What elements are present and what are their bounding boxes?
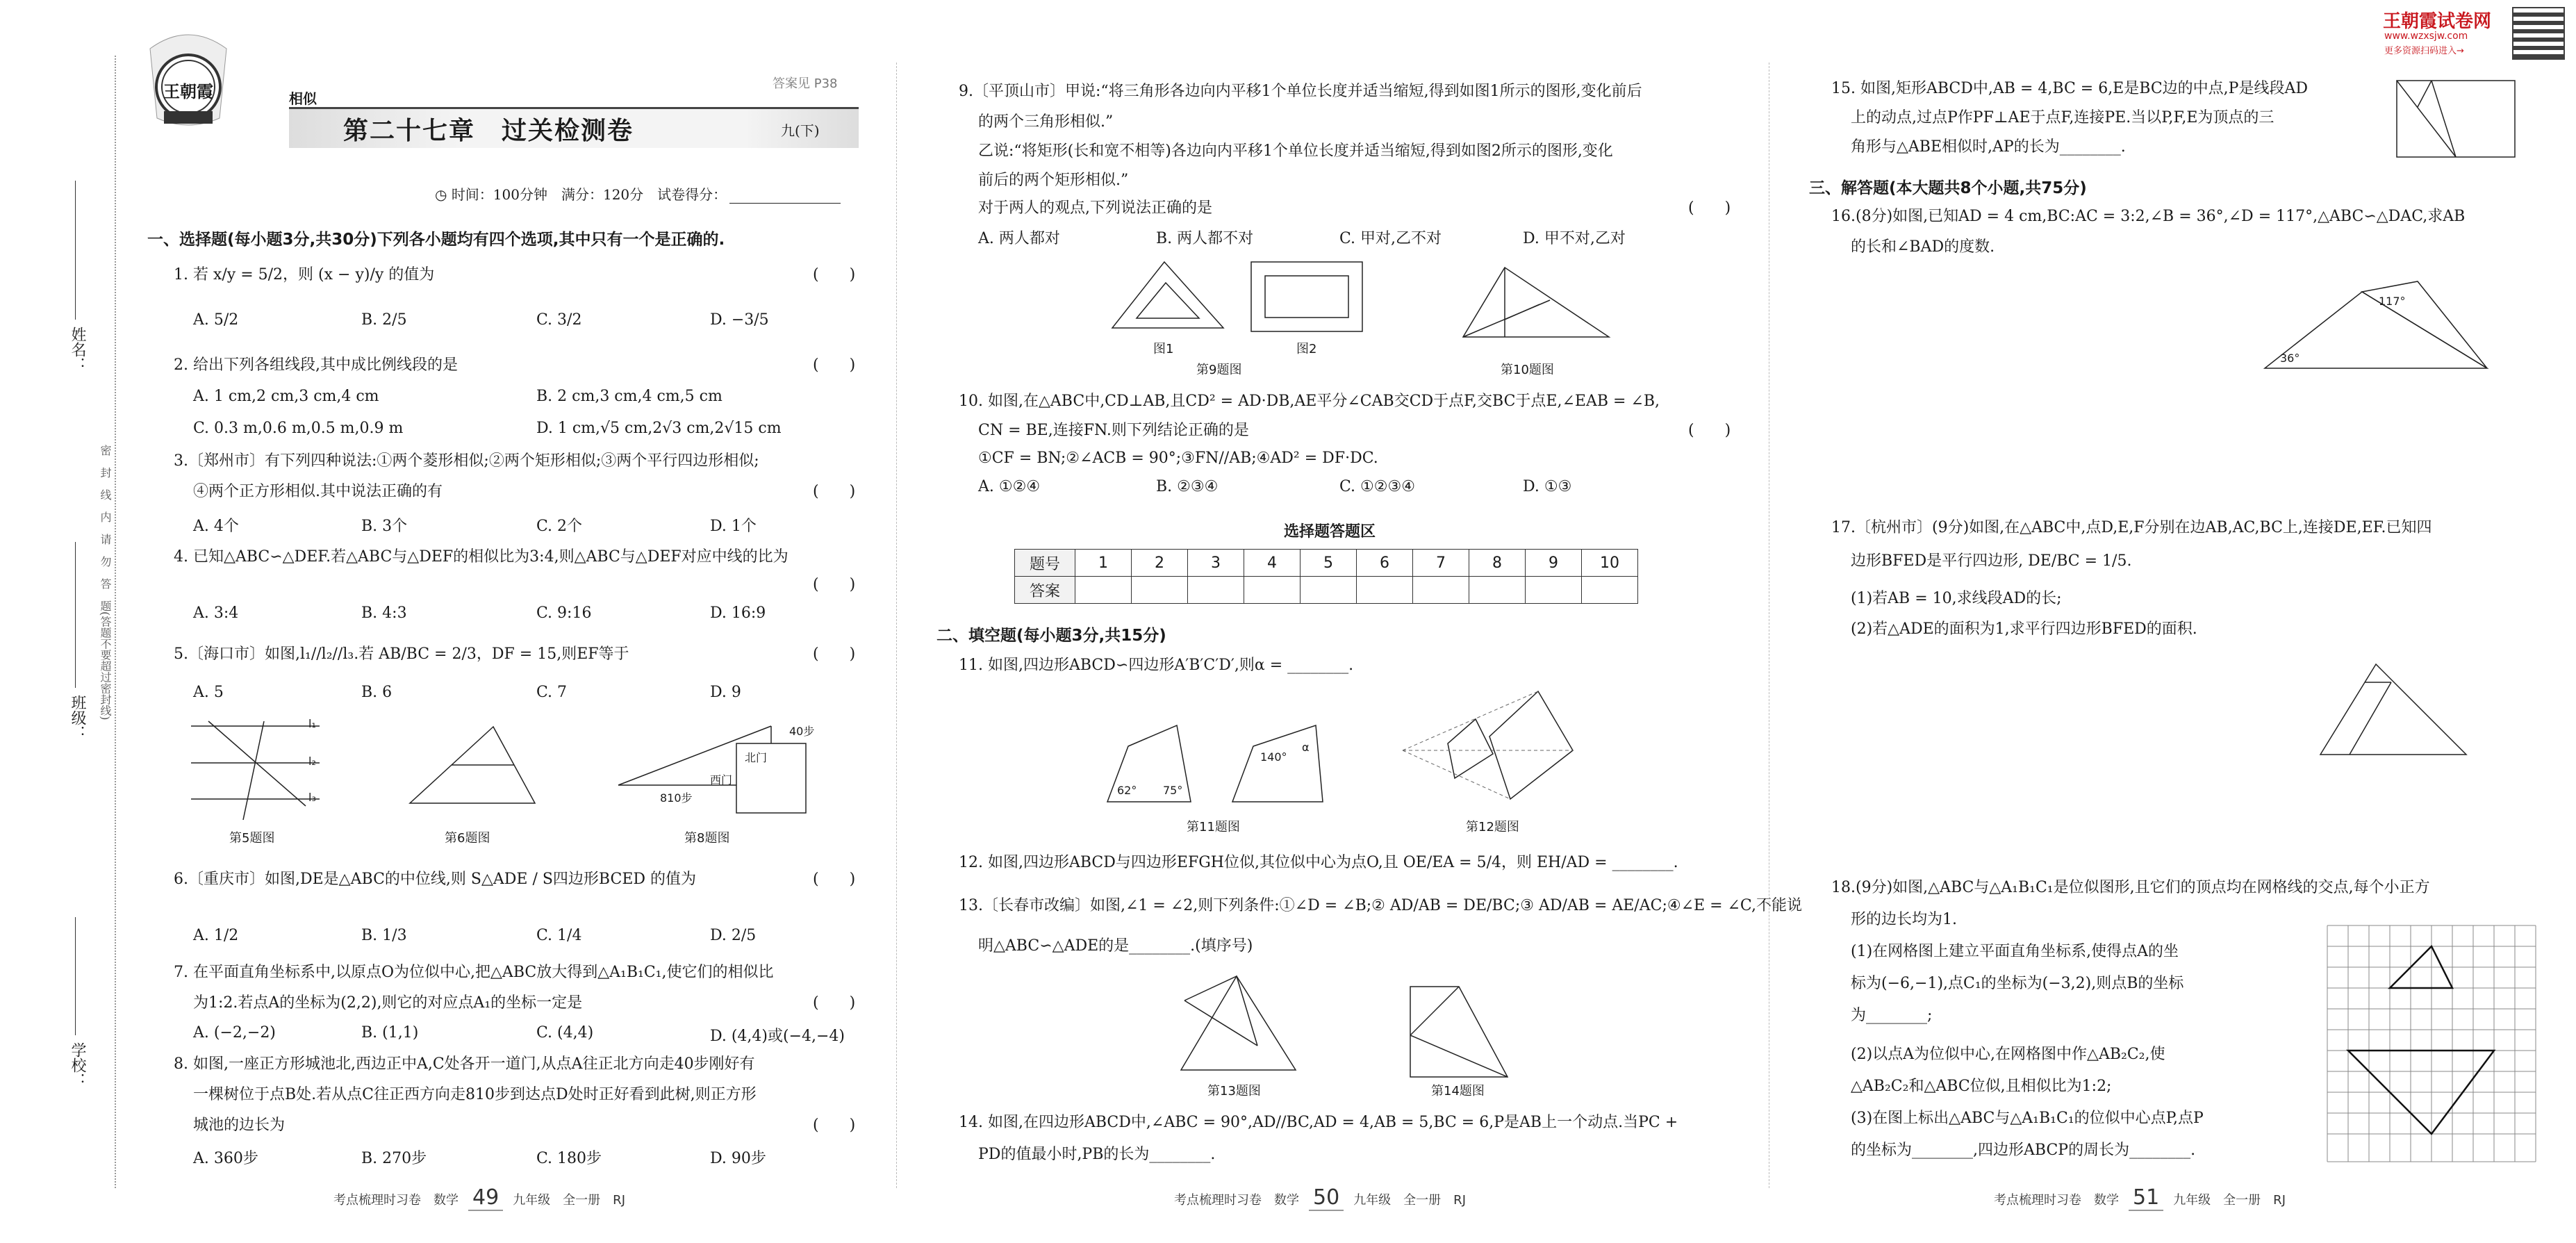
grade-tag: 九(下): [781, 122, 820, 139]
q4-option-a[interactable]: A. 3:4: [193, 604, 239, 622]
question-18-line3: (1)在网格图上建立平面直角坐标系,使得点A的坐: [1851, 943, 2179, 960]
answer-ref: 答案见 P38: [773, 76, 838, 91]
fig5-label-l3: l₃: [308, 791, 316, 804]
question-18-line5: 为________;: [1851, 1007, 1933, 1024]
question-13-line1: 13.〔长春市改编〕如图,∠1 = ∠2,则下列条件:①∠D = ∠B;② AD/AB = DE/BC;③ AD/AB = AE/AC;④∠E = ∠C,不能说: [959, 897, 1802, 914]
grid-answer-cell[interactable]: [1132, 577, 1188, 604]
logo-text: 王朝霞: [163, 81, 213, 101]
question-15-line2: 上的动点,过点P作PF⊥AE于点F,连接PE.当以P,F,E为顶点的三: [1851, 109, 2274, 126]
grid-num: 1: [1075, 550, 1132, 577]
question-7-line1: 7. 在平面直角坐标系中,以原点O为位似中心,把△ABC放大得到△A₁B₁C₁,使它们的相似比: [174, 964, 774, 981]
fig8-label-810: 810步: [660, 791, 693, 805]
fig5-caption: 第5题图: [229, 831, 275, 846]
fig9-caption: 第9题图: [1196, 363, 1242, 377]
fig16-angle-36: 36°: [2280, 352, 2300, 365]
answer-paren-3[interactable]: ( ): [813, 483, 856, 500]
fig11-angle-62: 62°: [1117, 784, 1137, 797]
question-8-line3: 城池的边长为: [193, 1117, 286, 1134]
answer-paren-5[interactable]: ( ): [813, 645, 856, 663]
fig8-caption: 第8题图: [684, 831, 730, 846]
question-5: 5.〔海口市〕如图,l₁//l₂//l₃.若 AB/BC = 2/3，DF = 15,则EF等于: [174, 645, 629, 663]
question-9-line3: 乙说:“将矩形(长和宽不相等)各边向内平移1个单位长度并适当缩短,得到如图2所示的图形,变化: [978, 142, 1613, 160]
fig11-caption: 第11题图: [1187, 820, 1240, 834]
clock-icon: ◷: [435, 186, 452, 203]
question-18-line9: 的坐标为________,四边形ABCP的周长为________.: [1851, 1142, 2196, 1159]
fig9-1-caption: 图1: [1153, 342, 1174, 356]
binding-line: [115, 56, 116, 1188]
question-18-line4: 标为(−6,−1),点C₁的坐标为(−3,2),则点B的坐标: [1851, 975, 2184, 992]
figure-q5: [188, 716, 327, 827]
grid-num: 2: [1132, 550, 1188, 577]
question-17-line3: (1)若AB = 10,求线段AD的长;: [1851, 590, 2062, 607]
grid-answer-cell[interactable]: [1357, 577, 1413, 604]
answer-grid: [1014, 549, 1638, 604]
question-14-line2: PD的值最小时,PB的长为________.: [978, 1146, 1216, 1163]
q8-option-c[interactable]: C. 180步: [536, 1150, 602, 1167]
q5-option-c[interactable]: C. 7: [536, 684, 568, 701]
chapter-title: 第二十七章 过关检测卷: [343, 116, 634, 145]
grid-answer-cell[interactable]: [1413, 577, 1469, 604]
seal-note-2: (答题不要超过密封线): [99, 611, 112, 721]
answer-paren-8[interactable]: ( ): [813, 1117, 856, 1134]
footer-page-50: [1174, 1185, 1466, 1211]
question-16-line1: 16.(8分)如图,已知AD = 4 cm,BC:AC = 3:2,∠B = 36°,∠D = 117°,△ABC∽△DAC,求AB: [1831, 208, 2466, 225]
q10-option-b[interactable]: B. ②③④: [1156, 478, 1219, 495]
figure-q9-2: [1248, 258, 1366, 335]
fig8-label-40: 40步: [789, 725, 815, 738]
footer-grade: 九年级 全一册 RJ: [2173, 1193, 2286, 1208]
answer-paren-2[interactable]: ( ): [813, 356, 856, 374]
question-9-line4: 前后的两个矩形相似.”: [978, 172, 1129, 189]
figure-q16: [2251, 278, 2529, 382]
q2-option-a[interactable]: A. 1 cm,2 cm,3 cm,4 cm: [193, 388, 379, 405]
question-2: 2. 给出下列各组线段,其中成比例线段的是: [174, 356, 458, 374]
question-8-line1: 8. 如图,一座正方形城池北,西边正中A,C处各开一道门,从点A往正北方向走40步刚好有: [174, 1055, 755, 1073]
grid-num: 7: [1413, 550, 1469, 577]
name-blank[interactable]: [75, 181, 76, 320]
answer-grid-answer-row: [1015, 577, 1638, 604]
score-blank[interactable]: [729, 188, 841, 204]
question-6: 6.〔重庆市〕如图,DE是△ABC的中位线,则 S△ADE / S四边形BCED 的值为: [174, 871, 697, 888]
figure-q9-1: [1109, 258, 1227, 335]
question-10-line3: ①CF = BN;②∠ACB = 90°;③FN//AB;④AD² = DF·DC.: [978, 450, 1378, 467]
question-9-line2: 的两个三角形相似.”: [978, 113, 1114, 131]
class-blank[interactable]: [75, 542, 76, 688]
footer-grade: 九年级 全一册 RJ: [1353, 1193, 1467, 1208]
grid-answer-cell[interactable]: [1469, 577, 1526, 604]
figure-q14: [1396, 980, 1521, 1084]
fig6-caption: 第6题图: [445, 831, 490, 846]
question-16-line2: 的长和∠BAD的度数.: [1851, 238, 1995, 256]
brand-sub: 更多资源扫码进入→: [2384, 46, 2464, 56]
q6-option-c[interactable]: C. 1/4: [536, 927, 582, 944]
q5-option-a[interactable]: A. 5: [193, 684, 224, 701]
question-18-line8: (3)在图上标出△ABC与△A₁B₁C₁的位似中心点P,点P: [1851, 1110, 2204, 1127]
question-15-line3: 角形与△ABE相似时,AP的长为________.: [1851, 138, 2126, 156]
question-1: 1. 若 x/y = 5/2，则 (x − y)/y 的值为: [174, 266, 435, 283]
page-number: 50: [1309, 1185, 1344, 1211]
q8-option-a[interactable]: A. 360步: [193, 1150, 258, 1167]
fig16-angle-117: 117°: [2379, 295, 2406, 308]
q3-option-a[interactable]: A. 4个: [193, 518, 239, 535]
section-fill-title: 二、填空题(每小题3分,共15分): [936, 627, 1166, 645]
q1-option-c[interactable]: C. 3/2: [536, 311, 582, 329]
grid-num: 6: [1357, 550, 1413, 577]
fig5-label-l2: l₂: [308, 755, 316, 768]
q1-option-d[interactable]: D. −3/5: [710, 311, 769, 329]
question-7-line2: 为1:2.若点A的坐标为(2,2),则它的对应点A₁的坐标一定是: [193, 994, 583, 1012]
q2-option-b[interactable]: B. 2 cm,3 cm,4 cm,5 cm: [536, 388, 723, 405]
question-9-line1: 9.〔平顶山市〕甲说:“将三角形各边向内平移1个单位长度并适当缩短,得到如图1所示的图形,变化前后: [959, 83, 1642, 100]
figure-q17: [2313, 657, 2473, 762]
fig11-alpha: α: [1302, 741, 1310, 754]
q9-option-c[interactable]: C. 甲对,乙不对: [1339, 230, 1442, 247]
grid-answer-cell[interactable]: [1075, 577, 1132, 604]
figure-q10: [1456, 264, 1616, 347]
school-blank[interactable]: [75, 917, 76, 1035]
section-solve-title: 三、解答题(本大题共8个小题,共75分): [1809, 179, 2087, 197]
q5-option-d[interactable]: D. 9: [710, 684, 741, 701]
question-13-line2: 明△ABC∽△ADE的是________.(填序号): [978, 937, 1253, 955]
page-number: 49: [468, 1185, 503, 1211]
grid-answer-cell[interactable]: [1526, 577, 1582, 604]
q3-option-d[interactable]: D. 1个: [710, 518, 757, 535]
grid-answer-cell[interactable]: [1188, 577, 1244, 604]
question-15-line1: 15. 如图,矩形ABCD中,AB = 4,BC = 6,E是BC边的中点,P是线段AD: [1831, 80, 2308, 97]
answer-paren-1[interactable]: ( ): [813, 266, 856, 283]
grid-num: 4: [1244, 550, 1301, 577]
footer-book: 考点梳理时习卷 数学: [1174, 1193, 1299, 1208]
q1-option-b[interactable]: B. 2/5: [361, 311, 407, 329]
topic-label: 相似: [289, 90, 317, 107]
page-number: 51: [2129, 1185, 2163, 1211]
q5-option-b[interactable]: B. 6: [361, 684, 393, 701]
question-10-line2: CN = BE,连接FN.则下列结论正确的是: [978, 422, 1249, 439]
seal-note: 密 封 线 内 请 勿 答 题: [99, 445, 112, 611]
q7-option-b[interactable]: B. (1,1): [361, 1024, 419, 1042]
q10-option-d[interactable]: D. ①③: [1523, 478, 1572, 495]
q9-option-a[interactable]: A. 两人都对: [978, 230, 1060, 247]
brand-logo: 王朝霞试卷网: [2383, 11, 2492, 32]
page-divider-1: [896, 63, 897, 1188]
question-17-line1: 17.〔杭州市〕(9分)如图,在△ABC中,点D,E,F分别在边AB,AC,BC上,连接DE,EF.已知四: [1831, 519, 2432, 536]
question-17-line2: 边形BFED是平行四边形, DE/BC = 1/5.: [1851, 552, 2132, 570]
q8-option-b[interactable]: B. 270步: [361, 1150, 427, 1167]
footer-grade: 九年级 全一册 RJ: [513, 1193, 626, 1208]
q2-option-d[interactable]: D. 1 cm,√5 cm,2√3 cm,2√15 cm: [536, 420, 782, 437]
qr-code-icon[interactable]: [2512, 7, 2565, 60]
brand-site: www.wzxsjw.com: [2384, 31, 2468, 42]
q10-option-c[interactable]: C. ①②③④: [1339, 478, 1415, 495]
figure-q12: [1399, 688, 1594, 806]
question-12: 12. 如图,四边形ABCD与四边形EFGH位似,其位似中心为点O,且 OE/EA = 5/4，则 EH/AD = ________.: [959, 854, 1678, 871]
figure-q13: [1174, 973, 1306, 1077]
footer-page-51: [1994, 1185, 2286, 1211]
question-18-line7: △AB₂C₂和△ABC位似,且相似比为1:2;: [1851, 1078, 2112, 1095]
fig11-angle-140: 140°: [1260, 750, 1287, 764]
question-9-line5: 对于两人的观点,下列说法正确的是: [978, 199, 1212, 217]
grid-answer-cell[interactable]: [1301, 577, 1357, 604]
grid-answer-cell[interactable]: [1244, 577, 1301, 604]
footer-page-49: [333, 1185, 625, 1211]
q3-option-c[interactable]: C. 2个: [536, 518, 583, 535]
section-choice-title: 一、选择题(每小题3分,共30分)下列各小题均有四个选项,其中只有一个是正确的.: [147, 231, 725, 249]
answer-paren-6[interactable]: ( ): [813, 871, 856, 888]
grid-answer-cell[interactable]: [1582, 577, 1638, 604]
fig9-2-caption: 图2: [1296, 342, 1317, 356]
q10-option-a[interactable]: A. ①②④: [978, 478, 1041, 495]
grid-num: 3: [1188, 550, 1244, 577]
q6-option-b[interactable]: B. 1/3: [361, 927, 407, 944]
q7-option-d[interactable]: D. (4,4)或(−4,−4): [710, 1028, 845, 1045]
q7-option-a[interactable]: A. (−2,−2): [193, 1024, 276, 1042]
figure-q15: [2390, 74, 2522, 164]
answer-paren-9[interactable]: ( ): [1688, 199, 1731, 217]
question-3-line1: 3.〔郑州市〕有下列四种说法:①两个菱形相似;②两个矩形相似;③两个平行四边形相似;: [174, 452, 759, 470]
time-text: 时间：100分钟 满分：120分 试卷得分：: [451, 186, 727, 203]
answer-grid-header-row: [1015, 550, 1638, 577]
q4-option-c[interactable]: C. 9:16: [536, 604, 592, 622]
q1-option-a[interactable]: A. 5/2: [193, 311, 239, 329]
question-18-line1: 18.(9分)如图,△ABC与△A₁B₁C₁是位似图形,且它们的顶点均在网格线的交点,每个小正方: [1831, 879, 2430, 896]
q4-option-d[interactable]: D. 16:9: [710, 604, 766, 622]
question-3-line2: ④两个正方形相似.其中说法正确的有: [193, 483, 443, 500]
class-label: 班级：: [69, 695, 86, 741]
footer-book: 考点梳理时习卷 数学: [1994, 1193, 2119, 1208]
q9-option-d[interactable]: D. 甲不对,乙对: [1523, 230, 1626, 247]
figure-q11: [1087, 711, 1364, 816]
answer-paren-7[interactable]: ( ): [813, 994, 856, 1012]
q9-option-b[interactable]: B. 两人都不对: [1156, 230, 1254, 247]
figure-q18-grid[interactable]: [2320, 919, 2557, 1169]
name-label: 姓名：: [69, 327, 86, 372]
question-18-line2: 形的边长均为1.: [1851, 911, 1957, 928]
fig13-caption: 第13题图: [1207, 1084, 1261, 1098]
fig11-angle-75: 75°: [1163, 784, 1183, 797]
grid-num: 10: [1582, 550, 1638, 577]
time-info: [435, 183, 841, 204]
q6-option-d[interactable]: D. 2/5: [710, 927, 757, 944]
grid-num: 5: [1301, 550, 1357, 577]
answer-grid-head: 题号: [1015, 550, 1075, 577]
q4-option-b[interactable]: B. 4:3: [361, 604, 407, 622]
logo: [136, 21, 240, 132]
fig12-caption: 第12题图: [1466, 820, 1519, 834]
q6-option-a[interactable]: A. 1/2: [193, 927, 239, 944]
answer-paren-10[interactable]: ( ): [1688, 422, 1731, 439]
question-14-line1: 14. 如图,在四边形ABCD中,∠ABC = 90°,AD//BC,AD = 4,AB = 5,BC = 6,P是AB上一个动点.当PC +: [959, 1114, 1678, 1131]
grid-num: 8: [1469, 550, 1526, 577]
question-8-line2: 一棵树位于点B处.若从点C往正西方向走810步到达点D处时正好看到此树,则正方形: [193, 1086, 757, 1103]
footer-book: 考点梳理时习卷 数学: [333, 1193, 459, 1208]
q8-option-d[interactable]: D. 90步: [710, 1150, 766, 1167]
answer-grid-title: 选择题答题区: [1284, 523, 1376, 541]
fig14-caption: 第14题图: [1431, 1084, 1485, 1098]
q3-option-b[interactable]: B. 3个: [361, 518, 408, 535]
answer-paren-4[interactable]: ( ): [813, 576, 856, 593]
grid-num: 9: [1526, 550, 1582, 577]
fig8-label-bm: 北门: [745, 751, 768, 764]
fig10-caption: 第10题图: [1501, 363, 1554, 377]
question-18-line6: (2)以点A为位似中心,在网格图中作△AB₂C₂,使: [1851, 1046, 2165, 1063]
fig5-label-l1: l₁: [308, 717, 316, 730]
question-17-line4: (2)若△ADE的面积为1,求平行四边形BFED的面积.: [1851, 620, 2197, 638]
fig8-label-xm: 西门: [710, 773, 733, 787]
question-4: 4. 已知△ABC∽△DEF.若△ABC与△DEF的相似比为3:4,则△ABC与△DEF对应中线的比为: [174, 548, 789, 566]
q7-option-c[interactable]: C. (4,4): [536, 1024, 594, 1042]
question-11: 11. 如图,四边形ABCD∽四边形A′B′C′D′,则α = ________.: [959, 657, 1354, 674]
question-10-line1: 10. 如图,在△ABC中,CD⊥AB,且CD² = AD·DB,AE平分∠CAB交CD于点F,交BC于点E,∠EAB = ∠B,: [959, 393, 1660, 410]
school-label: 学校：: [69, 1042, 86, 1088]
figure-q6: [403, 720, 542, 810]
q2-option-c[interactable]: C. 0.3 m,0.6 m,0.5 m,0.9 m: [193, 420, 404, 437]
answer-grid-ans-label: 答案: [1015, 577, 1075, 604]
